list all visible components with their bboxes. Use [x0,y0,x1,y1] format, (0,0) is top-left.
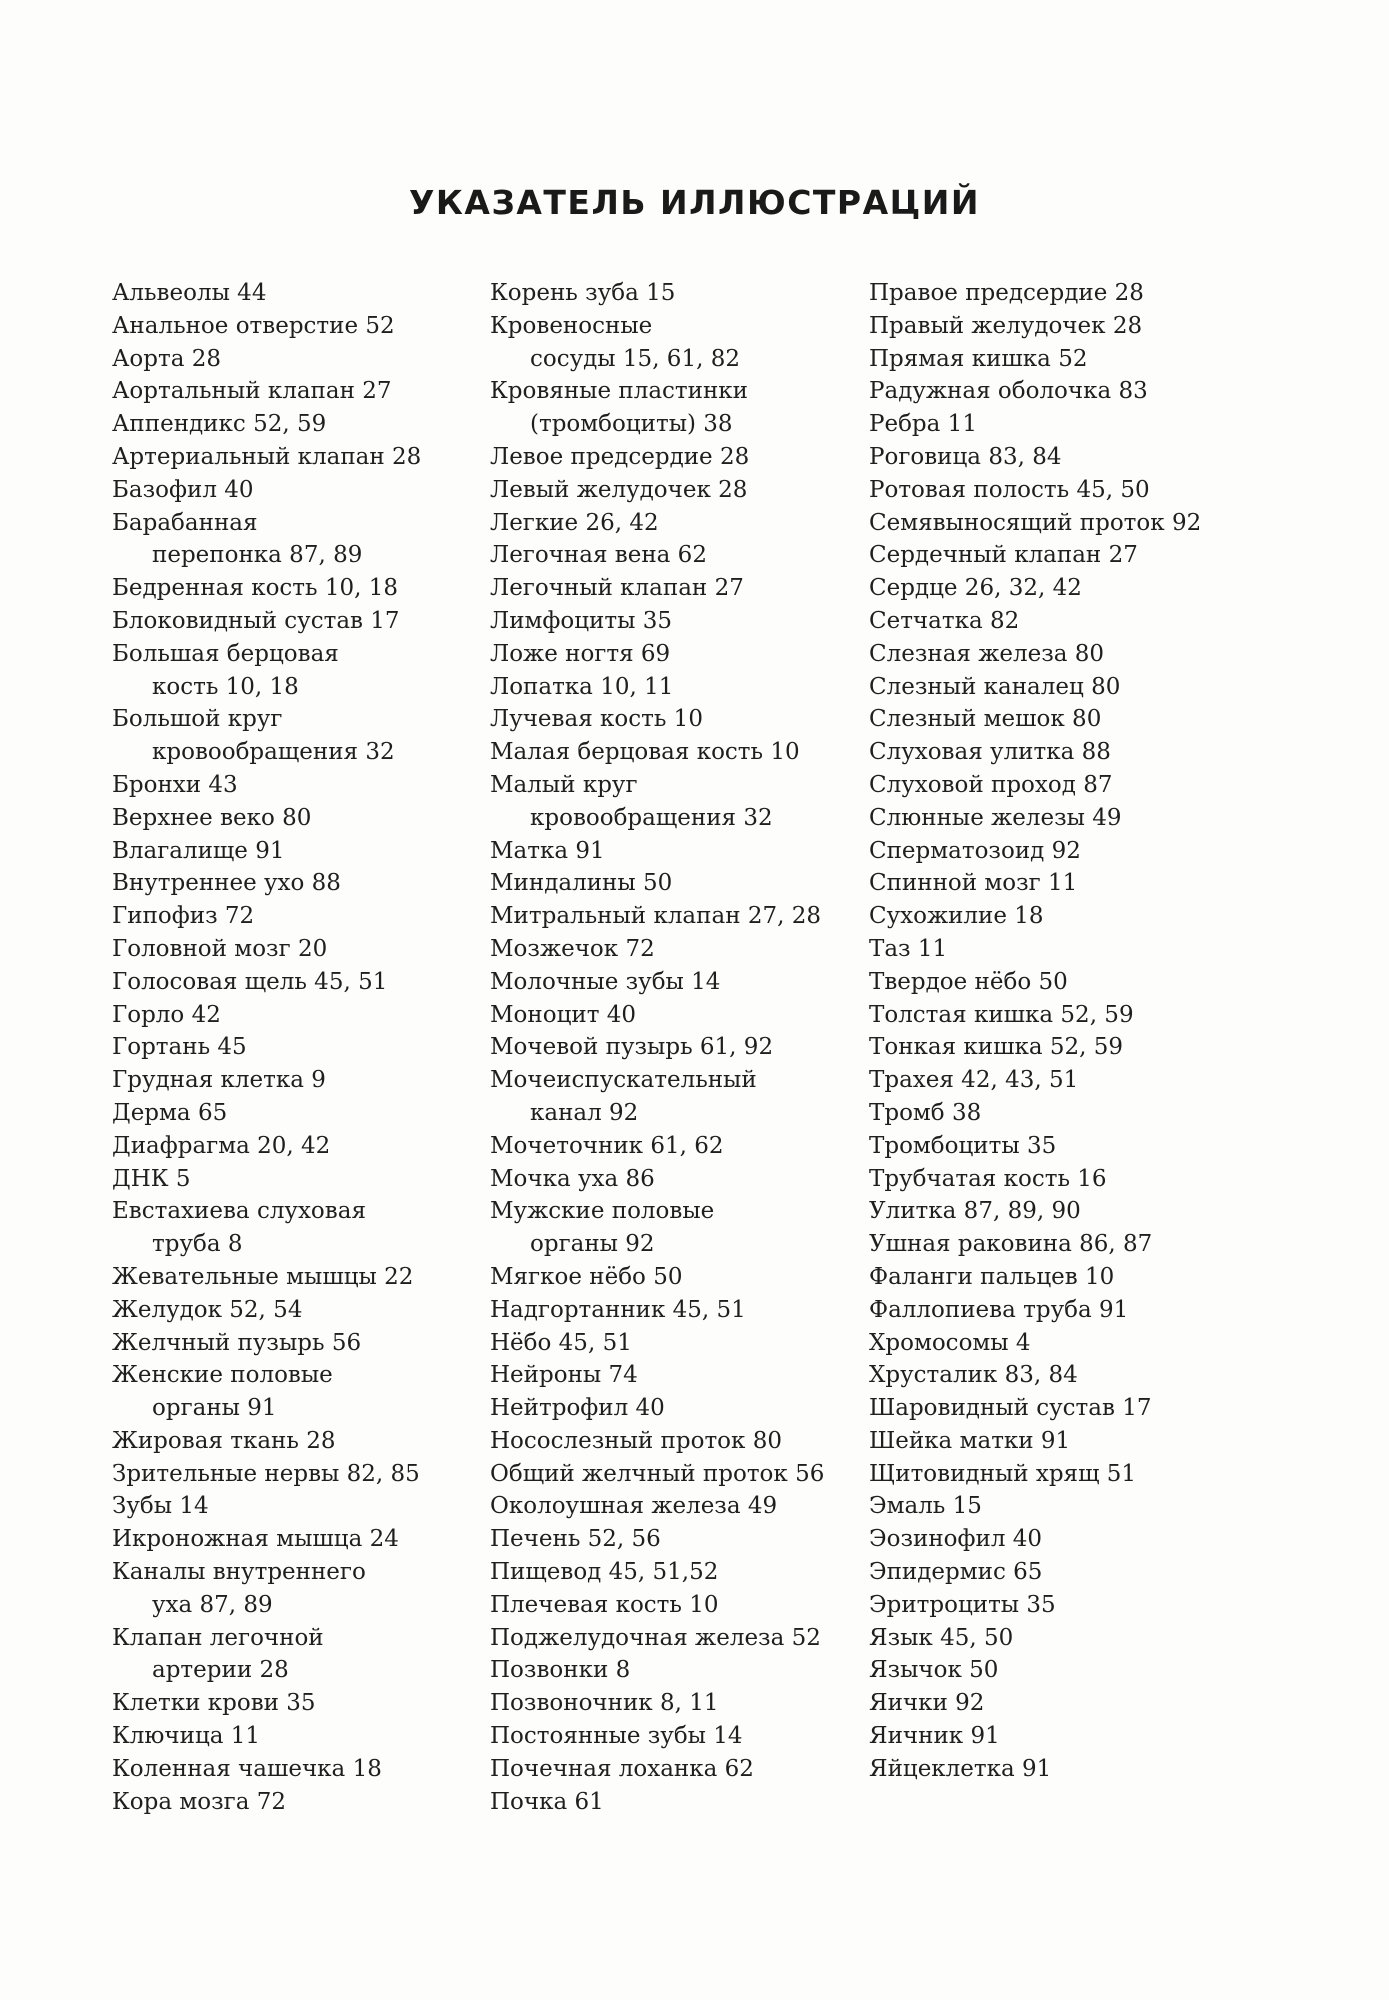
index-entry: Хромосомы 4 [869,1329,1031,1356]
index-entry-continuation: (тромбоциты) 38 [530,411,733,438]
index-entry: Желчный пузырь 56 [112,1329,362,1356]
index-entry: Роговица 83, 84 [869,443,1062,470]
index-entry: Шейка матки 91 [869,1427,1071,1454]
index-entry: Корень зуба 15 [490,280,676,306]
index-entry: Тромб 38 [869,1099,982,1126]
index-entry: Эмаль 15 [869,1493,982,1520]
index-entry: Гортань 45 [112,1034,247,1061]
index-entry: Лимфоциты 35 [490,607,672,634]
index-entry: Матка 91 [490,837,605,864]
index-entry: Женские половые [112,1362,333,1389]
index-entry: Миндалины 50 [490,870,673,897]
index-entry-continuation: органы 92 [530,1231,655,1258]
index-entry-continuation: сосуды 15, 61, 82 [530,345,740,372]
index-entry: Дерма 65 [112,1099,228,1126]
index-entry-continuation: труба 8 [152,1231,243,1258]
index-entry: Евстахиева слуховая [112,1198,366,1225]
index-entry: Слуховой проход 87 [869,771,1113,798]
index-entry: Нейроны 74 [490,1362,638,1389]
index-entry-continuation: органы 91 [152,1395,277,1422]
index-entry-continuation: перепонка 87, 89 [152,542,363,569]
index-entry-continuation: артерии 28 [152,1657,289,1684]
index-entry: Диафрагма 20, 42 [112,1132,331,1159]
index-entry: Сердце 26, 32, 42 [869,575,1082,602]
index-entry: Правый желудочек 28 [869,312,1143,339]
index-entry: Эритроциты 35 [869,1591,1056,1618]
index-entry: Большой круг [112,706,283,733]
index-entry: Жировая ткань 28 [112,1427,336,1454]
index-entry: Почка 61 [490,1788,604,1815]
index-entry: Околоушная железа 49 [490,1493,778,1520]
index-entry-continuation: кровообращения 32 [152,739,395,766]
index-entry: Легочный клапан 27 [490,575,744,602]
index-entry: Зрительные нервы 82, 85 [112,1460,420,1487]
index-entry: Влагалище 91 [112,837,285,864]
index-entry: Щитовидный хрящ 51 [869,1460,1137,1487]
index-entry: Семявыносящий проток 92 [869,509,1202,536]
index-entry: Жевательные мышцы 22 [112,1263,414,1290]
index-entry: Правое предсердие 28 [869,280,1144,306]
index-entry: Мочка уха 86 [490,1165,655,1192]
index-entry: Коленная чашечка 18 [112,1755,382,1782]
index-entry: Поджелудочная железа 52 [490,1624,821,1651]
index-entry: Артериальный клапан 28 [112,443,422,470]
index-entry: Желудок 52, 54 [112,1296,303,1323]
index-entry: Кровеносные [490,312,653,339]
index-entry: Надгортанник 45, 51 [490,1296,746,1323]
index-entry: Мозжечок 72 [490,935,655,962]
index-entry-continuation: кость 10, 18 [152,673,299,700]
index-entry: Ушная раковина 86, 87 [869,1231,1153,1258]
index-entry: Аортальный клапан 27 [112,378,392,405]
index-entry: Фаланги пальцев 10 [869,1263,1115,1290]
index-entry: Голосовая щель 45, 51 [112,968,388,995]
index-entry: Спинной мозг 11 [869,870,1078,897]
index-entry: Почечная лоханка 62 [490,1755,754,1782]
index-entry: Эозинофил 40 [869,1526,1043,1553]
index-entry: Хрусталик 83, 84 [869,1362,1078,1389]
index-entry: Слезный мешок 80 [869,706,1102,733]
index-entry: Кровяные пластинки [490,378,749,405]
index-entry: Язык 45, 50 [869,1624,1014,1651]
index-entry: Внутреннее ухо 88 [112,870,341,897]
index-entry: Клапан легочной [112,1624,324,1651]
index-entry: Икроножная мышца 24 [112,1526,399,1553]
index-entry: Сердечный клапан 27 [869,542,1138,569]
index-entry: Носослезный проток 80 [490,1427,782,1454]
index-entry: Легкие 26, 42 [490,509,659,536]
index-entry: Мужские половые [490,1198,715,1225]
index-entry: Бедренная кость 10, 18 [112,575,399,602]
index-entry: Головной мозг 20 [112,935,328,962]
index-entry-continuation: канал 92 [530,1099,639,1126]
index-entry: Моноцит 40 [490,1001,636,1028]
index-entry: Сетчатка 82 [869,607,1020,634]
index-entry: Мочеточник 61, 62 [490,1132,724,1159]
index-entry: Левый желудочек 28 [490,476,748,503]
index-entry: Толстая кишка 52, 59 [869,1001,1134,1028]
index-entry: Тонкая кишка 52, 59 [869,1034,1124,1061]
index-entry: Клетки крови 35 [112,1690,316,1717]
index-entry: Митральный клапан 27, 28 [490,903,821,930]
index-entry: Аорта 28 [112,345,222,372]
index-entry: Легочная вена 62 [490,542,707,569]
index-entry: Слуховая улитка 88 [869,739,1111,766]
index-entry: Яички 92 [869,1690,985,1717]
index-entry: Шаровидный сустав 17 [869,1395,1152,1422]
index-entry: Общий желчный проток 56 [490,1460,825,1487]
index-entry: Грудная клетка 9 [112,1067,326,1094]
index-entry: Слезная железа 80 [869,640,1105,667]
index-entry: Мочевой пузырь 61, 92 [490,1034,774,1061]
index-entry: Фаллопиева труба 91 [869,1296,1129,1323]
index-entry: Сухожилие 18 [869,903,1044,930]
index-entry: Левое предсердие 28 [490,443,750,470]
index-entry: Базофил 40 [112,476,254,503]
index-entry: Аппендикс 52, 59 [112,411,327,438]
index-entry: Язычок 50 [869,1657,999,1684]
index-entry: Мочеиспускательный [490,1067,757,1094]
index-entry-continuation: уха 87, 89 [152,1591,273,1618]
index-entry: Барабанная [112,509,258,536]
index-entry: Прямая кишка 52 [869,345,1088,372]
index-entry: Сперматозоид 92 [869,837,1081,864]
page-title: УКАЗАТЕЛЬ ИЛЛЮСТРАЦИЙ [408,183,981,222]
index-entry: Улитка 87, 89, 90 [869,1198,1081,1225]
index-entry: Слезный каналец 80 [869,673,1121,700]
index-entry: Малый круг [490,771,638,798]
index-entry: Яйцеклетка 91 [869,1755,1052,1782]
index-entry: Пищевод 45, 51,52 [490,1559,719,1586]
index-column-2 [490,277,860,1818]
index-entry: Гипофиз 72 [112,903,255,930]
index-entry: Позвонки 8 [490,1657,631,1684]
index-entry: Слюнные железы 49 [869,804,1122,831]
index-entry: Плечевая кость 10 [490,1591,719,1618]
index-entry: Эпидермис 65 [869,1559,1043,1586]
index-entry: Нёбо 45, 51 [490,1329,632,1356]
index-entry: Большая берцовая [112,640,339,667]
index-entry: Малая берцовая кость 10 [490,739,800,766]
index-entry: Альвеолы 44 [112,280,267,306]
index-entry: Молочные зубы 14 [490,968,721,995]
index-entry: Зубы 14 [112,1493,209,1520]
index-entry: Трахея 42, 43, 51 [869,1067,1079,1094]
index-entry: Твердое нёбо 50 [869,968,1068,995]
index-entry: Мягкое нёбо 50 [490,1263,683,1290]
index-entry: Верхнее веко 80 [112,804,312,831]
index-entry: Лопатка 10, 11 [490,673,674,700]
index-entry: Ребра 11 [869,411,977,438]
index-entry: Ключица 11 [112,1723,261,1750]
index-entry: Тромбоциты 35 [869,1132,1057,1159]
index-entry-continuation: кровообращения 32 [530,804,773,831]
index-entry: ДНК 5 [112,1165,191,1192]
index-entry: Яичник 91 [869,1723,1000,1750]
index-entry: Блоковидный сустав 17 [112,607,400,634]
index-entry: Лучевая кость 10 [490,706,703,733]
index-entry: Кора мозга 72 [112,1788,287,1815]
index-entry: Анальное отверстие 52 [112,312,395,339]
index-column-3 [869,277,1369,1786]
index-entry: Бронхи 43 [112,771,238,798]
index-entry: Ротовая полость 45, 50 [869,476,1150,503]
index-entry: Ложе ногтя 69 [490,640,671,667]
index-column-1 [112,277,482,1818]
index-entry: Постоянные зубы 14 [490,1723,743,1750]
index-entry: Каналы внутреннего [112,1559,366,1586]
index-entry: Таз 11 [869,935,948,962]
index-entry: Печень 52, 56 [490,1526,661,1553]
index-entry: Трубчатая кость 16 [869,1165,1107,1192]
index-entry: Нейтрофил 40 [490,1395,665,1422]
index-entry: Горло 42 [112,1001,221,1028]
index-entry: Радужная оболочка 83 [869,378,1148,405]
index-entry: Позвоночник 8, 11 [490,1690,719,1717]
